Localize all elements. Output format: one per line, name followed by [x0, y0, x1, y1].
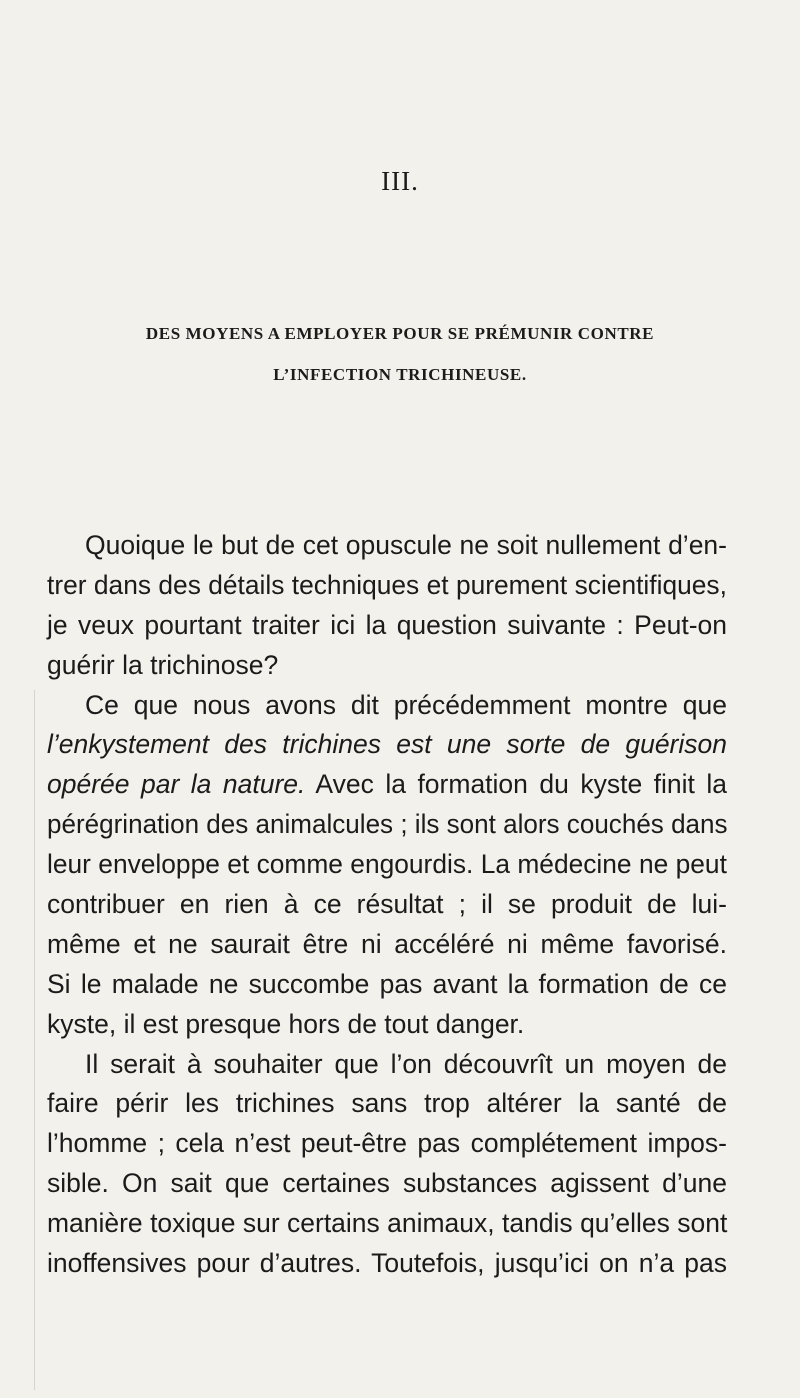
- text-line: faire périr les trichines sans trop altérer la santé de: [47, 1088, 727, 1119]
- italic-phrase: opérée par la nature.: [47, 769, 306, 800]
- text-line: Quoique le but de cet opuscule ne soit nullement d’en-: [85, 530, 727, 560]
- text-line: leur enveloppe et comme engourdis. La médecine ne peut: [47, 849, 727, 880]
- page-edge-shadow: [34, 690, 35, 1390]
- text-line: Si le malade ne succombe pas avant la formation de ce: [47, 968, 727, 999]
- body-text: [47, 526, 727, 1284]
- chapter-title: [90, 313, 710, 395]
- text-line: inoffensives pour d’autres. Toutefois, jusqu’ici on n’a pas: [47, 1248, 727, 1279]
- text-line: sible. On sait que certaines substances agissent d’une: [47, 1168, 727, 1199]
- text-line: kyste, il est presque hors de tout danger.: [47, 1008, 525, 1039]
- text-line: contribuer en rien à ce résultat ; il se produit de lui-: [47, 889, 727, 920]
- text-line: manière toxique sur certains animaux, tandis qu’elles sont: [47, 1208, 728, 1239]
- text-fragment: Avec la formation du kyste finit la: [315, 769, 728, 800]
- text-line: même et ne saurait être ni accéléré ni même favorisé.: [47, 928, 727, 959]
- italic-phrase: l’enkystement des trichines est une sorte de guérison: [47, 729, 727, 760]
- text-line: l’homme ; cela n’est peut-être pas complétement impos-: [47, 1128, 727, 1159]
- chapter-number: III.: [381, 166, 419, 196]
- chapter-title-line-1: DES MOYENS A EMPLOYER POUR SE PRÉMUNIR CONTRE: [145, 324, 655, 343]
- text-line: Ce que nous avons dit précédemment montre que: [85, 689, 727, 720]
- text-line: trer dans des détails techniques et purement scientifiques,: [47, 569, 727, 600]
- text-line-mixed: [47, 765, 727, 805]
- chapter-title-line-2: L’INFECTION TRICHINEUSE.: [273, 365, 527, 384]
- text-line: Il serait à souhaiter que l’on découvrît un moyen de: [85, 1048, 727, 1079]
- text-line: pérégrination des animalcules ; ils sont alors couchés dans: [47, 809, 728, 840]
- text-line: guérir la trichinose?: [47, 649, 279, 680]
- text-line: je veux pourtant traiter ici la question suivante : Peut-on: [47, 609, 727, 640]
- text-line-italic: [47, 725, 727, 765]
